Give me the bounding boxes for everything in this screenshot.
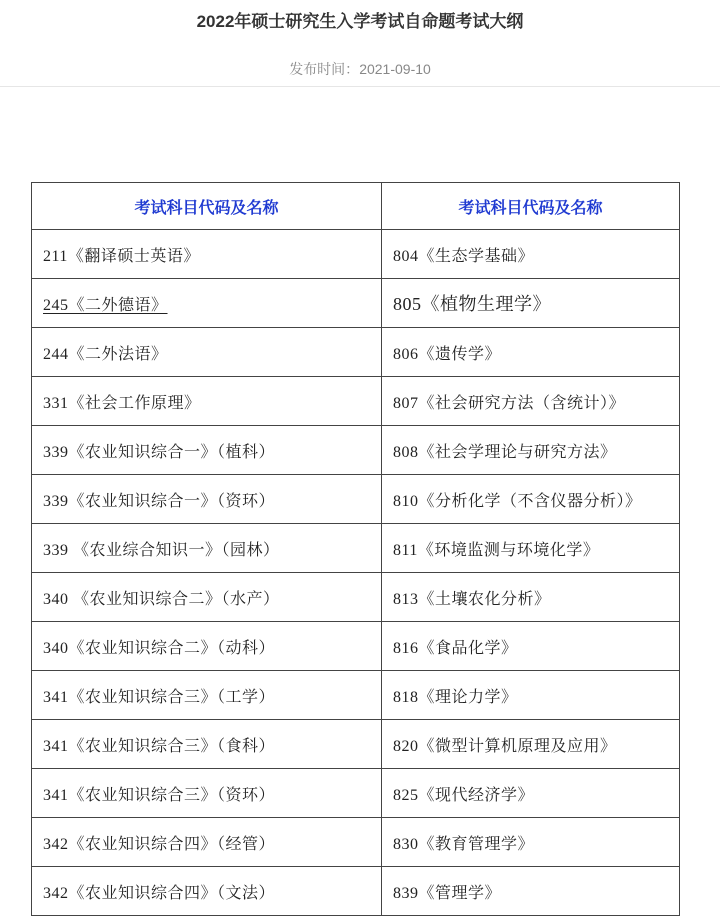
table-cell: 825《现代经济学》 — [382, 769, 680, 818]
table-row — [32, 279, 680, 328]
table-cell: 244《二外法语》 — [32, 328, 382, 377]
table-cell: 339《农业知识综合一》（植科） — [32, 426, 382, 475]
table-cell: 818《理论力学》 — [382, 671, 680, 720]
table-cell: 342《农业知识综合四》（经管） — [32, 818, 382, 867]
table-row — [32, 573, 680, 622]
table-row — [32, 524, 680, 573]
table-cell: 341《农业知识综合三》（工学） — [32, 671, 382, 720]
table-row — [32, 769, 680, 818]
table-row — [32, 622, 680, 671]
table-row — [32, 720, 680, 769]
table-row — [32, 867, 680, 916]
table-cell: 820《微型计算机原理及应用》 — [382, 720, 680, 769]
table-cell: 340《农业知识综合二》（动科） — [32, 622, 382, 671]
table-cell: 341《农业知识综合三》（食科） — [32, 720, 382, 769]
table-cell: 211《翻译硕士英语》 — [32, 230, 382, 279]
table-row — [32, 328, 680, 377]
table-cell: 331《社会工作原理》 — [32, 377, 382, 426]
table-cell: 810《分析化学（不含仪器分析）》 — [382, 475, 680, 524]
table-header-row — [32, 183, 680, 230]
table-row — [32, 475, 680, 524]
publish-date: 2021-09-10 — [359, 61, 431, 77]
table-row — [32, 671, 680, 720]
table-cell: 808《社会学理论与研究方法》 — [382, 426, 680, 475]
table-cell: 805《植物生理学》 — [382, 279, 680, 328]
table-cell: 341《农业知识综合三》（资环） — [32, 769, 382, 818]
table-cell: 830《教育管理学》 — [382, 818, 680, 867]
column-header-right: 考试科目代码及名称 — [382, 183, 680, 230]
table-cell: 839《管理学》 — [382, 867, 680, 916]
table-cell: 811《环境监测与环境化学》 — [382, 524, 680, 573]
table-cell: 342《农业知识综合四》（文法） — [32, 867, 382, 916]
subject-link[interactable]: 245《二外德语》 — [43, 296, 168, 314]
publish-info — [0, 58, 720, 80]
table-cell: 807《社会研究方法（含统计）》 — [382, 377, 680, 426]
table-cell: 804《生态学基础》 — [382, 230, 680, 279]
table-cell: 339 《农业综合知识一》（园林） — [32, 524, 382, 573]
table-cell: 806《遗传学》 — [382, 328, 680, 377]
table-row — [32, 377, 680, 426]
table-cell-link[interactable] — [32, 279, 382, 328]
table-row — [32, 818, 680, 867]
exam-subject-table — [31, 182, 680, 916]
page-title: 2022年硕士研究生入学考试自命题考试大纲 — [196, 12, 524, 31]
table-cell: 813《土壤农化分析》 — [382, 573, 680, 622]
table-cell: 816《食品化学》 — [382, 622, 680, 671]
table-row — [32, 426, 680, 475]
table-cell: 340 《农业知识综合二》（水产） — [32, 573, 382, 622]
table-row — [32, 230, 680, 279]
table-cell: 339《农业知识综合一》（资环） — [32, 475, 382, 524]
publish-label: 发布时间： — [289, 61, 360, 77]
column-header-left: 考试科目代码及名称 — [32, 183, 382, 230]
